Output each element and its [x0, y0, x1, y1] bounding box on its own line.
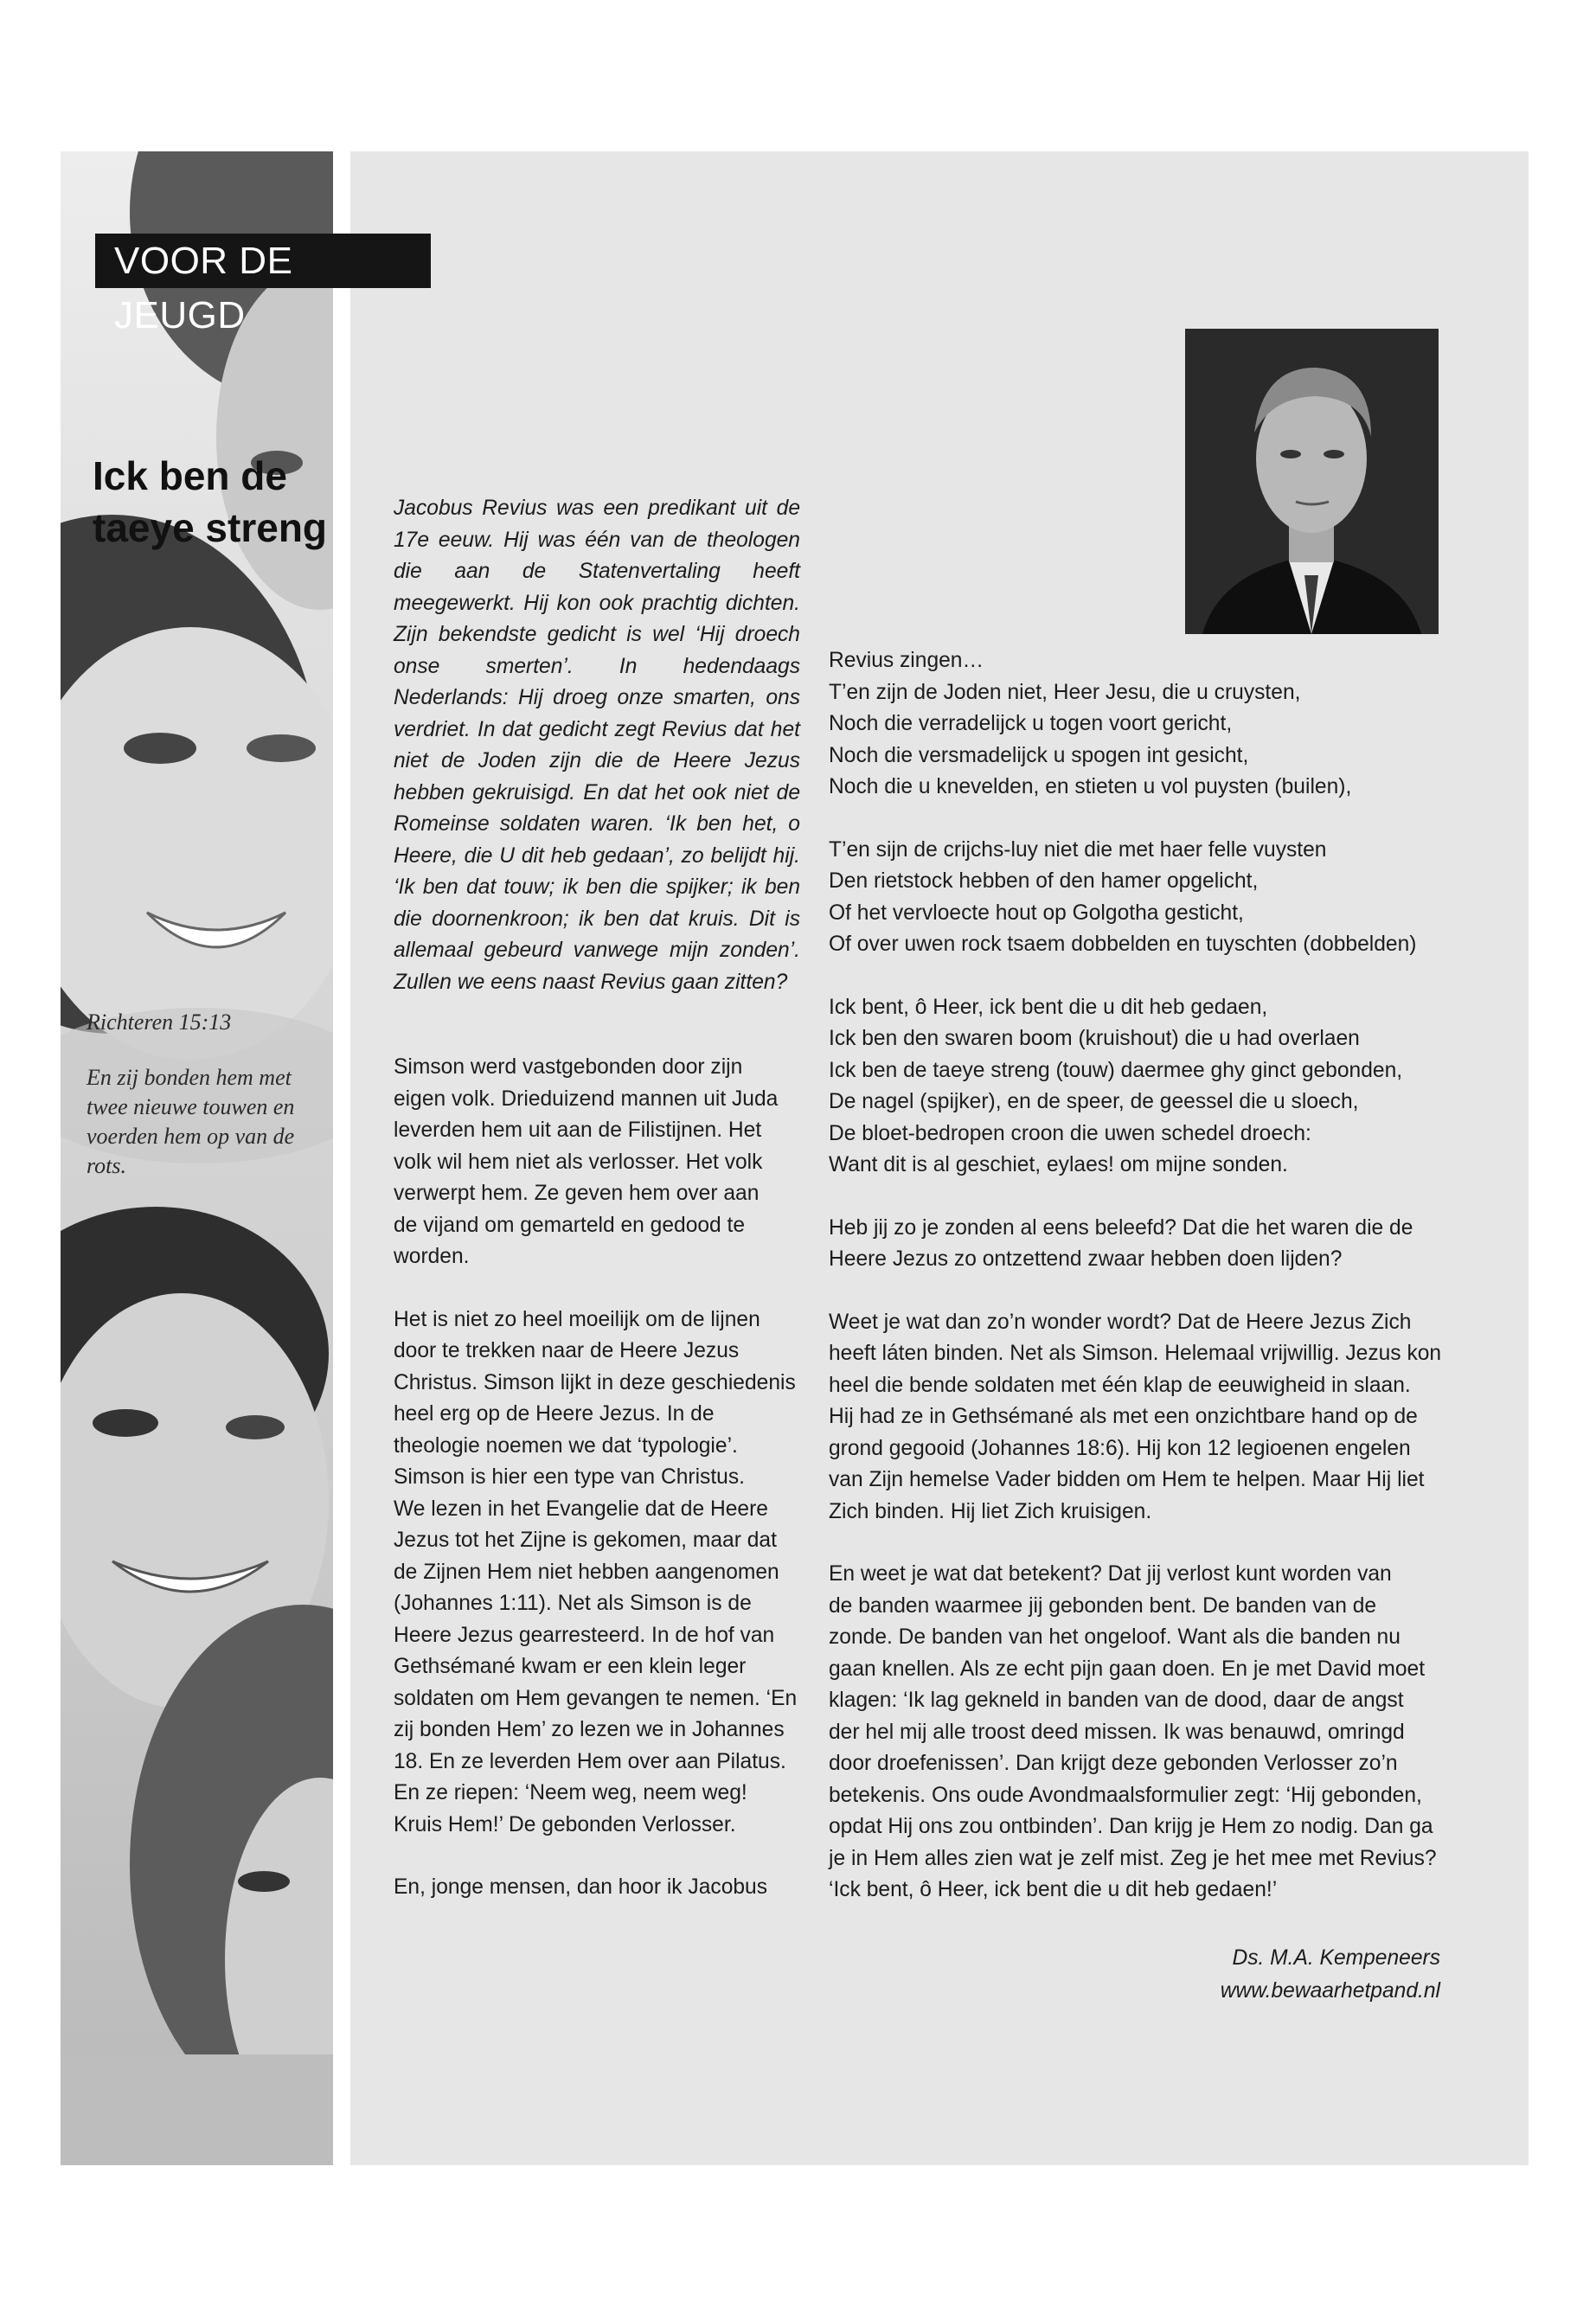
text-line: klagen: ‘Ik lag gekneld in banden van de dood, daar de angst [829, 1689, 1404, 1712]
text-line: door droefenissen’. Dan krijgt deze gebonden Verlosser zo’n [829, 1752, 1398, 1775]
text-line: Of het vervloecte hout op Golgotha gesticht, [829, 901, 1244, 925]
text-line: Of over uwen rock tsaem dobbelden en tuyschten (dobbelden) [829, 933, 1417, 956]
paragraph [394, 1052, 800, 1273]
intro-paragraph: Jacobus Revius was een predikant uit de 17e eeuw. Hij was één van de theologen die aan de Statenvertaling heeft meegewerkt. Hij kon ook prachtig dichten. Zijn bekendste gedicht is wel ‘Hij droech onse smerten’. In hedendaags Nederlands: Hij droeg onze smarten, ons verdriet. In dat gedicht zegt Revius dat het niet de Joden zijn die de Heere Jezus hebben gekruisigd. En dat het ook niet de Romeinse soldaten waren. ‘Ik ben het, o Heere, die U dit heb gedaan’, zo belijdt hij. ‘Ik ben dat touw; ik ben die spijker; ik ben die doornenkroon; ik ben dat kruis. Dit is allemaal gebeurd vanwege mijn zonden’. Zullen we eens naast Revius gaan zitten? [394, 497, 800, 994]
text-line: leverden hem uit aan de Filistijnen. Het [394, 1118, 762, 1142]
text-line: T’en zijn de Joden niet, Heer Jesu, die u cruysten, [829, 680, 1301, 704]
article-title [93, 450, 343, 554]
text-line: Ick bent, ô Heer, ick bent die u dit heb gedaen, [829, 995, 1268, 1019]
scripture-quote [87, 1008, 303, 1181]
paragraph [829, 1213, 1452, 1276]
paragraph [394, 1872, 800, 1904]
text-line: En, jonge mensen, dan hoor ik Jacobus [394, 1875, 768, 1899]
text-line: De nagel (spijker), en de speer, de geessel die u sloech, [829, 1090, 1359, 1113]
text-line: volk wil hem niet als verlosser. Het volk [394, 1150, 763, 1174]
paragraph [394, 1304, 800, 1842]
text-line: Revius zingen… [829, 649, 984, 672]
text-line: heeft láten binden. Net als Simson. Helemaal vrijwillig. Jezus kon [829, 1342, 1442, 1365]
scripture-text: En zij bonden hem met twee nieuwe touwen en voerden hem op van de rots. [87, 1065, 295, 1178]
article-column-1 [394, 493, 800, 1904]
text-line: Simson is hier een type van Christus. [394, 1465, 745, 1489]
text-line: De bloet-bedropen croon die uwen schedel droech: [829, 1121, 1311, 1145]
text-line: opdat Hij ons zou ontbinden’. Dan krijg je Hem zo nodig. Dan ga [829, 1815, 1433, 1838]
text-line: We lezen in het Evangelie dat de Heere [394, 1497, 768, 1521]
text-line: heel erg op de Heere Jezus. In de [394, 1402, 715, 1426]
text-line: En ze riepen: ‘Neem weg, neem weg! [394, 1781, 747, 1804]
title-line: Ick ben de [93, 453, 287, 498]
paragraph [829, 645, 1452, 804]
poem-stanza [829, 835, 1452, 961]
text-line: je in Hem alles zien wat je zelf mist. Zeg je het mee met Revius? [829, 1846, 1437, 1870]
text-line: Heere Jezus gearresteerd. In de hof van [394, 1623, 775, 1647]
author-name: Ds. M.A. Kempeneers [1232, 1946, 1440, 1970]
text-line: worden. [394, 1245, 470, 1268]
text-line: theologie noemen we dat ‘typologie’. [394, 1433, 738, 1458]
section-tag: VOOR DE JEUGD [95, 234, 431, 288]
text-line: de Zijnen Hem niet hebben aangenomen [394, 1560, 779, 1584]
text-line: Ick ben de taeye streng (touw) daermee ghy ginct gebonden, [829, 1058, 1403, 1082]
text-line: zij bonden Hem’ zo lezen we in Johannes [394, 1718, 785, 1741]
text-line: Want dit is al geschiet, eylaes! om mijne sonden. [829, 1153, 1288, 1176]
text-line: ‘Ick bent, ô Heer, ick bent die u dit heb gedaen!’ [829, 1878, 1278, 1901]
text-line: van Zijn hemelse Vader bidden om Hem te helpen. Maar Hij liet [829, 1468, 1425, 1491]
scripture-reference: Richteren 15:13 [87, 1009, 232, 1035]
text-line: Christus. Simson lijkt in deze geschiedenis [394, 1370, 796, 1394]
text-line: Ick ben den swaren boom (kruishout) die u had overlaen [829, 1027, 1360, 1050]
text-line: Simson werd vastgebonden door zijn [394, 1055, 743, 1079]
text-line: heel die bende soldaten met één klap de eeuwigheid in slaan. [829, 1373, 1411, 1397]
text-line: Den rietstock hebben of den hamer opgelicht, [829, 869, 1259, 893]
article-column-2 [829, 645, 1452, 1907]
paragraph [829, 1307, 1452, 1529]
text-line: grond gegooid (Johannes 18:6). Hij kon 12 legioenen engelen [829, 1436, 1411, 1460]
text-line: T’en sijn de crijchs-luy niet die met haer felle vuysten [829, 837, 1327, 862]
text-line: door te trekken naar de Heere Jezus [394, 1339, 740, 1362]
text-line: verwerpt hem. Ze geven hem over aan [394, 1182, 760, 1205]
text-line: Noch die verradelijck u togen voort gericht, [829, 712, 1233, 735]
text-line: de banden waarmee jij gebonden bent. De banden van de [829, 1593, 1377, 1618]
text-line: 18. En ze leverden Hem over aan Pilatus. [394, 1749, 786, 1773]
portrait-illustration [1185, 329, 1439, 634]
text-line: Weet je wat dan zo’n wonder wordt? Dat de Heere Jezus Zich [829, 1310, 1412, 1334]
text-line: Het is niet zo heel moeilijk om de lijnen [394, 1307, 760, 1331]
text-line: de vijand om gemarteld en gedood te [394, 1213, 746, 1237]
text-line: soldaten om Hem gevangen te nemen. ‘En [394, 1686, 798, 1710]
text-line: der hel mij alle troost deed missen. Ik was benauwd, omringd [829, 1720, 1405, 1744]
text-line: Gethsémané kwam er een klein leger [394, 1655, 747, 1678]
paragraph [829, 1559, 1452, 1907]
text-line: zonde. De banden van het ongeloof. Want als die banden nu [829, 1625, 1401, 1649]
text-line: Noch die u knevelden, en stieten u vol puysten (builen), [829, 775, 1352, 798]
author-website: www.bewaarhetpand.nl [1220, 1979, 1440, 2003]
text-line: Kruis Hem!’ De gebonden Verlosser. [394, 1812, 736, 1836]
signature [1090, 1942, 1440, 2008]
text-line: Zich binden. Hij liet Zich kruisigen. [829, 1499, 1152, 1523]
text-line: Jezus tot het Zijne is gekomen, maar dat [394, 1529, 777, 1552]
text-line: Heb jij zo je zonden al eens beleefd? Dat die het waren die de [829, 1215, 1413, 1240]
text-line: En weet je wat dat betekent? Dat jij verlost kunt worden van [829, 1562, 1392, 1586]
text-line: (Johannes 1:11). Net als Simson is de [394, 1592, 752, 1615]
text-line: Heere Jezus zo ontzettend zwaar hebben doen lijden? [829, 1247, 1343, 1271]
text-line: Noch die versmadelijck u spogen int gesicht, [829, 743, 1249, 767]
text-line: betekenis. Ons oude Avondmaalsformulier zegt: ‘Hij gebonden, [829, 1783, 1422, 1807]
text-line: gaan knellen. Als ze echt pijn gaan doen. En je met David moet [829, 1657, 1426, 1681]
author-portrait [1185, 329, 1439, 634]
title-line: taeye streng [93, 505, 328, 550]
text-line: eigen volk. Drieduizend mannen uit Juda [394, 1086, 779, 1111]
text-line: Hij had ze in Gethsémané als met een onzichtbare hand op de [829, 1405, 1418, 1428]
poem-stanza [829, 992, 1452, 1182]
